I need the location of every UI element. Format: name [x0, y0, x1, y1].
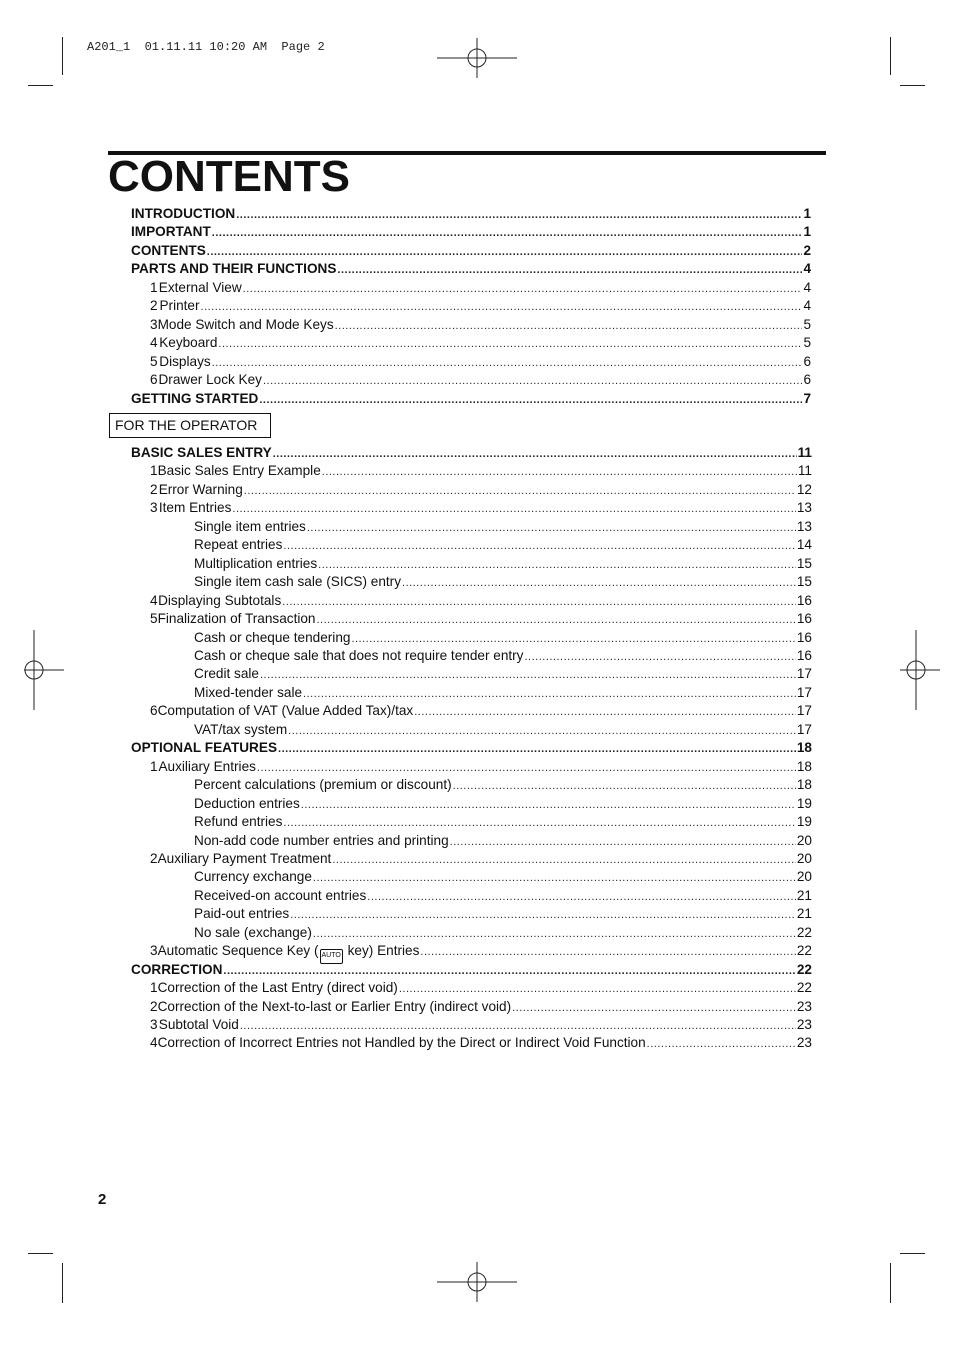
dot-leader: [283, 814, 795, 832]
auto-key-icon: AUTO: [320, 949, 343, 964]
dot-leader: [212, 354, 803, 372]
operator-section-label: FOR THE OPERATOR: [109, 413, 271, 438]
dot-leader: [453, 777, 796, 795]
toc-entry: [194, 887, 812, 905]
toc-entry: [150, 353, 811, 371]
toc-entry-number: 4: [150, 1035, 158, 1051]
registration-mark-right: [900, 630, 940, 710]
toc-entry-label: Single item cash sale (SICS) entry: [194, 574, 402, 590]
toc-entry: [150, 316, 811, 334]
toc-entry-label-text: key) Entries: [343, 943, 420, 959]
toc-entry: [131, 260, 811, 278]
toc-entry: [194, 721, 812, 739]
dot-leader: [207, 243, 803, 261]
toc-entry: [131, 390, 811, 408]
dot-leader: [201, 298, 803, 316]
toc-entry-label: Drawer Lock Key: [158, 372, 262, 387]
crop-mark: [890, 1263, 891, 1303]
toc-entry: [150, 702, 812, 720]
toc-entry-number: 1: [150, 758, 158, 774]
toc-entry-page: 17: [796, 666, 812, 682]
dot-leader: [316, 611, 795, 629]
toc-entry: [131, 205, 811, 223]
toc-entry-label: Received-on account entries: [194, 887, 367, 903]
toc-entry-page: 22: [796, 980, 812, 996]
toc-entry-page: 21: [796, 906, 812, 922]
toc-entry-page: 18: [796, 777, 812, 793]
toc-entry-label: Cash or cheque sale that does not require tender entry: [194, 648, 524, 663]
crop-mark: [62, 37, 63, 75]
toc-entry: [194, 813, 812, 831]
dot-leader: [399, 980, 796, 998]
toc-entry: [150, 371, 811, 389]
toc-entry: [150, 297, 811, 315]
dot-leader: [450, 833, 796, 851]
dot-leader: [290, 906, 796, 924]
toc-entry-page: 6: [803, 353, 811, 369]
toc-entry-label: Error Warning: [158, 481, 243, 497]
toc-entry-label: INTRODUCTION: [131, 206, 236, 221]
toc-entry: [150, 481, 812, 499]
toc-entry-number: 4: [150, 335, 158, 351]
toc-entry-label: Percent calculations (premium or discount): [194, 777, 452, 793]
toc-entry: [150, 1016, 812, 1034]
toc-entry-page: 15: [796, 574, 812, 590]
toc-entry-page: 22: [796, 943, 812, 959]
toc-entry: [150, 334, 811, 352]
toc-entry-number: 5: [150, 353, 158, 369]
toc-entry-page: 17: [796, 684, 812, 700]
toc-entry-label: Basic Sales Entry Example: [157, 463, 321, 479]
toc-entry-number: 1: [150, 980, 158, 996]
toc-entry-label: IMPORTANT: [131, 224, 211, 240]
toc-entry-page: 6: [803, 372, 811, 387]
toc-entry-number: 6: [150, 703, 158, 719]
toc-entry: [194, 776, 812, 794]
toc-entry: [150, 610, 812, 628]
toc-entry-number: 6: [150, 372, 158, 387]
toc-entry-page: 7: [803, 390, 811, 406]
toc-entry-label: Finalization of Transaction: [157, 611, 316, 627]
toc-entry-number: 1: [150, 279, 158, 295]
toc-entry-page: 16: [796, 592, 812, 608]
toc-entry-number: 4: [150, 592, 158, 608]
toc-entry-label: CONTENTS: [131, 242, 206, 258]
toc-entry: [194, 555, 812, 573]
dot-leader: [260, 666, 796, 684]
toc-entry: [194, 573, 812, 591]
toc-entry-number: 2: [150, 298, 158, 314]
toc-entry-number: 2: [150, 850, 158, 866]
toc-entry-page: 23: [796, 1017, 812, 1032]
dot-leader: [512, 999, 796, 1017]
toc-entry-page: 11: [797, 445, 812, 460]
toc-entry: [131, 242, 811, 260]
toc-entry: [150, 942, 812, 960]
toc-entry-page: 2: [803, 242, 811, 258]
dot-leader: [243, 280, 803, 298]
toc-entry-page: 4: [803, 261, 811, 277]
toc-entry-label: Cash or cheque tendering: [194, 629, 351, 645]
dot-leader: [282, 593, 796, 611]
dot-leader: [322, 463, 797, 481]
dot-leader: [318, 556, 796, 574]
dot-leader: [223, 962, 795, 980]
toc-entry-number: 1: [150, 463, 158, 479]
toc-entry-label: Refund entries: [194, 814, 283, 829]
toc-entry: [131, 444, 812, 462]
toc-entry-page: 15: [796, 555, 812, 571]
dot-leader: [367, 888, 796, 906]
toc-entry-label: Paid-out entries: [194, 906, 290, 922]
dot-leader: [263, 372, 802, 390]
registration-mark-top: [437, 38, 517, 78]
registration-mark-left: [24, 630, 64, 710]
toc-entry-number: 3: [150, 943, 158, 959]
toc-entry-label: BASIC SALES ENTRY: [131, 445, 272, 460]
dot-leader: [278, 740, 796, 758]
dot-leader: [257, 759, 796, 777]
dot-leader: [524, 648, 795, 666]
dot-leader: [232, 500, 795, 518]
dot-leader: [307, 519, 796, 537]
toc-entry: [194, 518, 812, 536]
dot-leader: [240, 1017, 796, 1035]
toc-entry-page: 13: [796, 500, 812, 516]
toc-entry-label: Currency exchange: [194, 869, 312, 885]
toc-entry: [150, 1034, 812, 1052]
toc-entry-label: Displaying Subtotals: [158, 592, 282, 608]
toc-entry-number: 2: [150, 481, 158, 497]
toc-entry: [150, 592, 812, 610]
toc-entry: [194, 629, 812, 647]
toc-entry: [131, 223, 811, 241]
crop-mark: [28, 85, 53, 86]
toc-entry-page: 22: [796, 961, 812, 977]
toc-entry: [150, 850, 812, 868]
toc-entry-label: GETTING STARTED: [131, 390, 259, 406]
toc-entry-label: Correction of the Last Entry (direct void): [157, 980, 398, 996]
toc-entry-label: Repeat entries: [194, 537, 283, 553]
page-title: CONTENTS: [108, 152, 350, 201]
toc-entry-number: 3: [150, 500, 158, 516]
toc-entry-label: Mixed-tender sale: [194, 684, 303, 700]
toc-entry: [131, 961, 812, 979]
toc-entry-page: 1: [803, 206, 811, 221]
toc-entry-page: 12: [796, 481, 812, 497]
dot-leader: [218, 335, 802, 353]
toc-entry: [194, 665, 812, 683]
toc-entry-page: 18: [796, 740, 812, 756]
dot-leader: [313, 925, 796, 943]
toc-entry: [194, 536, 812, 554]
toc-entry-page: 22: [796, 924, 812, 940]
toc-entry: [131, 739, 812, 757]
crop-mark: [900, 85, 925, 86]
toc-entry: [150, 758, 812, 776]
toc-entry-label: Subtotal Void: [158, 1017, 239, 1032]
dot-leader: [402, 574, 796, 592]
toc-entry-label: Correction of Incorrect Entries not Handled by the Direct or Indirect Void Function: [157, 1035, 646, 1051]
toc-entry: [194, 647, 812, 665]
toc-entry-page: 16: [796, 629, 812, 645]
toc-entry-page: 4: [803, 298, 811, 314]
dot-leader: [420, 943, 795, 961]
toc-entry-label: No sale (exchange): [194, 924, 312, 940]
toc-entry-page: 23: [796, 998, 812, 1014]
page-number: 2: [98, 1191, 107, 1208]
toc-entry: [150, 499, 812, 517]
toc-entry-number: 3: [150, 316, 158, 332]
toc-entry-label: Multiplication entries: [194, 555, 318, 571]
toc-entry-label: Deduction entries: [194, 795, 300, 811]
toc-entry-label: Credit sale: [194, 666, 259, 682]
toc-entry: [194, 684, 812, 702]
toc-entry-label: Non-add code number entries and printing: [194, 832, 449, 848]
toc-entry: [150, 462, 812, 480]
toc-entry-label: Correction of the Next-to-last or Earlier Entry (indirect void): [157, 998, 512, 1014]
dot-leader: [351, 630, 795, 648]
toc-entry-page: 19: [796, 814, 812, 829]
toc-entry-label: Single item entries: [194, 518, 306, 534]
dot-leader: [273, 445, 797, 463]
toc-entry-label: External View: [158, 279, 242, 295]
toc-entry-label: Printer: [159, 298, 200, 314]
toc-entry-page: 5: [803, 316, 811, 332]
toc-entry-page: 16: [796, 648, 812, 663]
toc-entry-number: 5: [150, 611, 158, 627]
dot-leader: [337, 261, 802, 279]
crop-mark: [890, 37, 891, 75]
toc-entry-page: 11: [797, 463, 812, 479]
toc-entry-label: Auxiliary Payment Treatment: [157, 850, 332, 866]
print-slug: A201_1 01.11.11 10:20 AM Page 2: [87, 40, 325, 54]
dot-leader: [335, 317, 803, 335]
toc-entry-label: Keyboard: [159, 335, 218, 351]
crop-mark: [900, 1253, 925, 1254]
toc-entry-label: Displays: [159, 353, 211, 369]
toc-entry: [194, 924, 812, 942]
toc-entry-label: PARTS AND THEIR FUNCTIONS: [131, 261, 337, 277]
toc-entry-label: Auxiliary Entries: [158, 758, 256, 774]
dot-leader: [303, 685, 796, 703]
toc-entry: [194, 832, 812, 850]
dot-leader: [414, 703, 796, 721]
toc-entry: [194, 905, 812, 923]
dot-leader: [244, 482, 796, 500]
toc-entry-page: 20: [796, 832, 812, 848]
toc-entry-number: 3: [150, 1017, 158, 1032]
registration-mark-bottom: [437, 1262, 517, 1302]
toc-entry-page: 13: [796, 518, 812, 534]
toc-entry-page: 21: [796, 887, 812, 903]
toc-entry-label: Mode Switch and Mode Keys: [157, 316, 334, 332]
dot-leader: [313, 869, 796, 887]
crop-mark: [62, 1263, 63, 1303]
dot-leader: [332, 851, 796, 869]
toc-entry: [150, 979, 812, 997]
dot-leader: [647, 1035, 796, 1053]
toc-entry: [194, 868, 812, 886]
toc-entry-page: 1: [803, 224, 811, 240]
dot-leader: [259, 391, 802, 409]
toc-entry-page: 16: [796, 611, 812, 627]
toc-entry-label: Computation of VAT (Value Added Tax)/tax: [157, 703, 414, 719]
toc-entry-page: 4: [803, 279, 811, 295]
toc-entry-label: VAT/tax system: [194, 721, 288, 737]
toc-entry-label: CORRECTION: [131, 961, 223, 977]
toc-entry-label: Item Entries: [158, 500, 232, 516]
dot-leader: [236, 206, 802, 224]
dot-leader: [301, 796, 796, 814]
toc-entry: [150, 998, 812, 1016]
toc-entry-page: 5: [803, 335, 811, 351]
crop-mark: [28, 1253, 53, 1254]
dot-leader: [283, 537, 795, 555]
toc-entry-page: 17: [796, 721, 812, 737]
toc-entry-page: 14: [796, 537, 812, 553]
toc-entry-page: 20: [796, 850, 812, 866]
toc-entry-page: 23: [796, 1035, 812, 1051]
dot-leader: [212, 224, 803, 242]
toc-entry-number: 2: [150, 998, 158, 1014]
toc-entry: [150, 279, 811, 297]
toc-entry: [194, 795, 812, 813]
toc-entry-page: 20: [796, 869, 812, 885]
toc-entry-label: OPTIONAL FEATURES: [131, 740, 278, 756]
toc-entry-label-text: Automatic Sequence Key (: [157, 943, 319, 959]
toc-entry-page: 19: [796, 795, 812, 811]
toc-entry-page: 18: [796, 758, 812, 774]
dot-leader: [288, 722, 796, 740]
toc-entry-page: 17: [796, 703, 812, 719]
